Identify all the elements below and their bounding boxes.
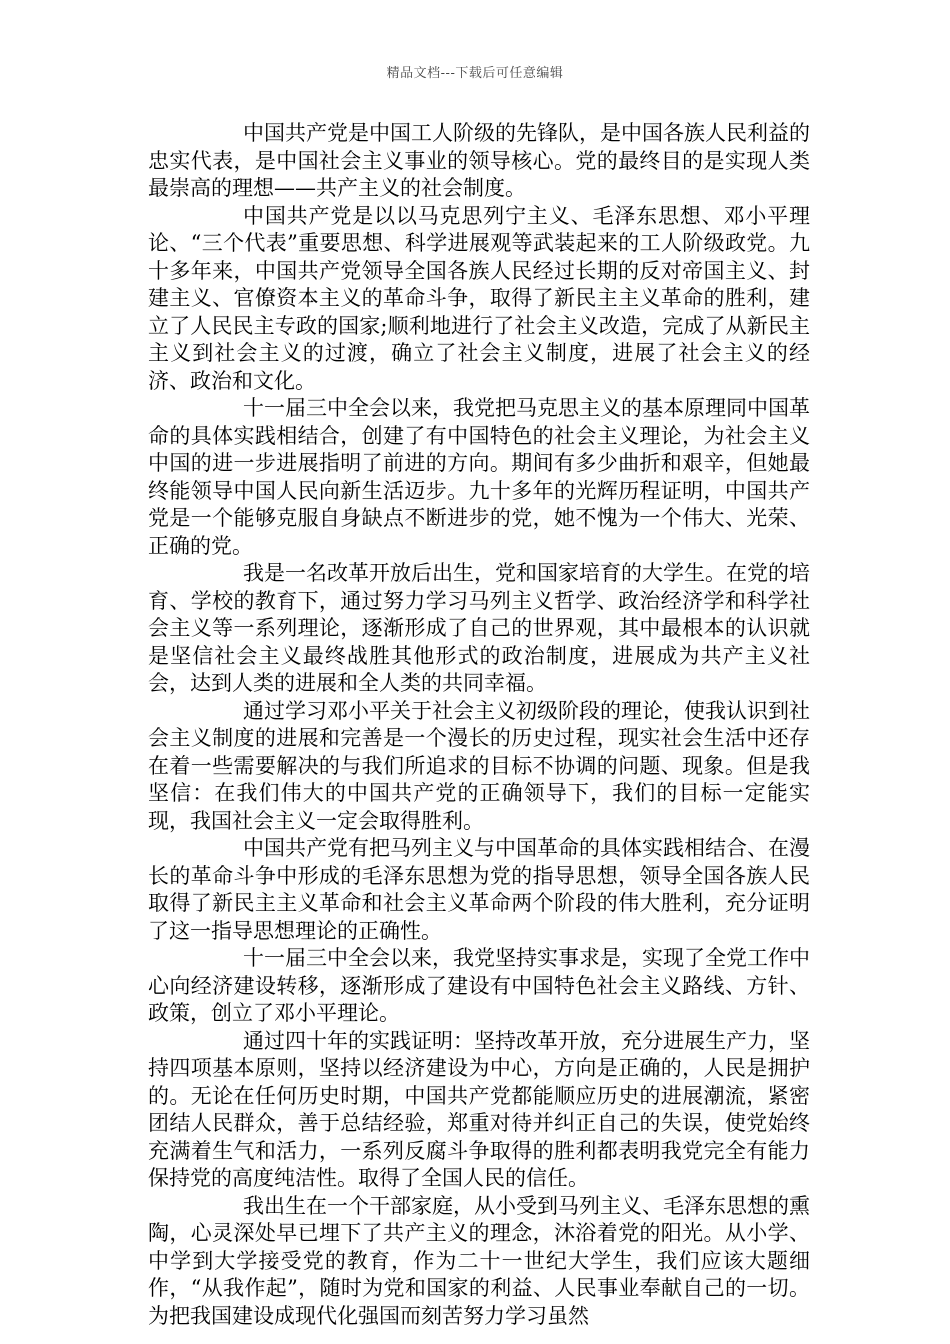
paragraph: 通过四十年的实践证明：坚持改革开放，充分进展生产力，坚持四项基本原则，坚持以经济建设为中心，方向是正确的，人民是拥护的。无论在任何历史时期，中国共产党都能顺应历史的进展潮流，紧密团结人民群众，善于总结经验，郑重对待并纠正自己的失误，使党始终充满着生气和活力，一系列反腐斗争取得的胜利都表明我党完全有能力保持党的高度纯洁性。取得了全国人民的信任。 bbox=[148, 1028, 810, 1190]
paragraph: 通过学习邓小平关于社会主义初级阶段的理论，使我认识到社会主义制度的进展和完善是一个漫长的历史过程，现实社会生活中还存在着一些需要解决的与我们所追求的目标不协调的问题、现象。但是我坚信：在我们伟大的中国共产党的正确领导下，我们的目标一定能实现，我国社会主义一定会取得胜利。 bbox=[148, 698, 810, 833]
page-header: 精品文档---下载后可任意编辑 bbox=[386, 66, 564, 81]
paragraph: 十一届三中全会以来，我党坚持实事求是，实现了全党工作中心向经济建设转移，逐渐形成了建设有中国特色社会主义路线、方针、政策，创立了邓小平理论。 bbox=[148, 946, 810, 1025]
paragraph: 中国共产党有把马列主义与中国革命的具体实践相结合、在漫长的革命斗争中形成的毛泽东思想为党的指导思想，领导全国各族人民取得了新民主主义革命和社会主义革命两个阶段的伟大胜利，充分证明了这一指导思想理论的正确性。 bbox=[148, 836, 810, 943]
paragraph: 我是一名改革开放后出生，党和国家培育的大学生。在党的培育、学校的教育下，通过努力学习马列主义哲学、政治经济学和科学社会主义等一系列理论，逐渐形成了自己的世界观，其中最根本的认识就是坚信社会主义最终战胜其他形式的政治制度，进展成为共产主义社会，达到人类的进展和全人类的共同幸福。 bbox=[148, 561, 810, 695]
paragraph: 我出生在一个干部家庭，从小受到马列主义、毛泽东思想的熏陶，心灵深处早已埋下了共产主义的理念，沐浴着党的阳光。从小学、中学到大学接受党的教育，作为二十一世纪大学生，我们应该大题细作，“从我作起”，随时为党和国家的利益、人民事业奉献自己的一切。为把我国建设成现代化强国而刻苦努力学习虽然 bbox=[148, 1193, 810, 1328]
paragraph: 中国共产党是以以马克思列宁主义、毛泽东思想、邓小平理论、“三个代表”重要思想、科学进展观等武装起来的工人阶级政党。九十多年来，中国共产党领导全国各族人民经过长期的反对帝国主义、封建主义、官僚资本主义的革命斗争，取得了新民主主义革命的胜利，建立了人民民主专政的国家;顺利地进行了社会主义改造，完成了从新民主主义到社会主义的过渡，确立了社会主义制度，进展了社会主义的经济、政治和文化。 bbox=[148, 203, 810, 393]
paragraph: 十一届三中全会以来，我党把马克思主义的基本原理同中国革命的具体实践相结合，创建了有中国特色的社会主义理论，为社会主义中国的进一步进展指明了前进的方向。期间有多少曲折和艰辛，但她最终能领导中国人民向新生活迈步。九十多年的光辉历程证明，中国共产党是一个能够克服自身缺点不断进步的党，她不愧为一个伟大、光荣、正确的党。 bbox=[148, 396, 810, 558]
paragraph: 中国共产党是中国工人阶级的先锋队，是中国各族人民利益的忠实代表，是中国社会主义事业的领导核心。党的最终目的是实现人类最崇高的理想——共产主义的社会制度。 bbox=[148, 121, 810, 200]
document-body bbox=[148, 120, 810, 1330]
